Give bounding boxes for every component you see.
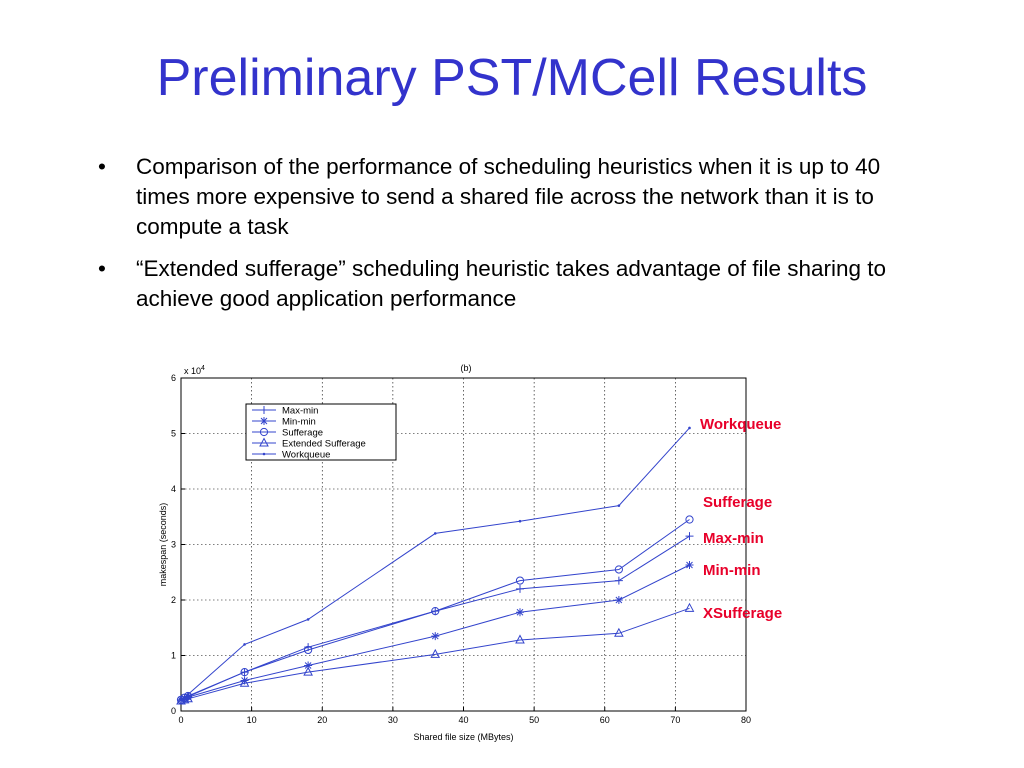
y-tick-label: 0 — [170, 706, 176, 716]
series-annotations — [700, 416, 782, 622]
star-marker — [431, 632, 439, 640]
dot-marker — [263, 453, 266, 456]
legend-label: Workqueue — [282, 449, 331, 461]
series-extended-sufferage — [177, 604, 694, 704]
series-lines — [177, 427, 694, 704]
y-tick-label: 1 — [170, 650, 176, 661]
series-min-min — [177, 561, 694, 704]
annotation-sufferage: Sufferage — [703, 494, 773, 511]
star-marker — [615, 596, 623, 604]
bullet-icon: • — [98, 154, 106, 179]
dot-marker — [519, 520, 522, 523]
y-tick-label: 3 — [170, 539, 176, 550]
series-line — [181, 608, 690, 701]
x-tick-label: 50 — [529, 715, 540, 725]
series-line — [181, 536, 690, 700]
annotation-min-min: Min-min — [703, 562, 761, 579]
series-workqueue — [180, 427, 691, 702]
annotation-workqueue: Workqueue — [700, 416, 782, 433]
y-tick-label: 6 — [170, 373, 176, 383]
annotation-xsufferage: XSufferage — [703, 605, 783, 622]
chart-title: (b) — [460, 363, 472, 373]
legend-label: Min-min — [282, 416, 316, 428]
x-tick-label: 10 — [246, 715, 257, 725]
x-tick-label: 40 — [458, 715, 469, 725]
dot-marker — [434, 532, 437, 535]
x-tick-label: 30 — [387, 715, 398, 725]
series-line — [181, 428, 690, 700]
x-tick-label: 70 — [670, 715, 681, 725]
triangle-marker — [516, 635, 524, 643]
annotation-max-min: Max-min — [703, 530, 764, 547]
dot-marker — [307, 618, 310, 621]
bullet-icon: • — [98, 256, 106, 281]
dot-marker — [187, 693, 190, 696]
dot-marker — [183, 696, 186, 699]
chart-legend — [246, 404, 396, 461]
dot-marker — [618, 504, 621, 507]
star-marker — [516, 608, 524, 616]
legend-label: Sufferage — [282, 427, 324, 439]
slide-title: Preliminary PST/MCell Results — [156, 49, 868, 107]
x-tick-label: 60 — [599, 715, 610, 725]
star-marker — [260, 417, 268, 425]
bullet-text: “Extended sufferage” scheduling heuristic takes advantage of file sharing to achieve good application performance — [136, 256, 887, 311]
plus-marker — [615, 577, 623, 585]
plus-marker — [516, 585, 524, 593]
y-tick-label: 2 — [170, 595, 176, 605]
x-axis-label: Shared file size (MBytes) — [413, 732, 514, 742]
legend-label: Max-min — [282, 405, 319, 417]
y-tick-label: 5 — [170, 428, 176, 439]
dot-marker — [180, 699, 183, 702]
triangle-marker — [686, 604, 694, 612]
dot-marker — [243, 643, 246, 646]
y-tick-label: 4 — [170, 484, 176, 494]
x-tick-label: 0 — [178, 715, 184, 725]
bullet-text: Comparison of the performance of scheduling heuristics when it is up to 40 times more expensive to send a shared file across the network than it is to compute a task — [136, 154, 881, 239]
dot-marker — [688, 427, 691, 430]
star-marker — [686, 561, 694, 569]
y-axis-label: makespan (seconds) — [158, 502, 168, 587]
x-tick-label: 80 — [740, 715, 752, 725]
legend-label: Extended Sufferage — [282, 438, 366, 450]
y-multiplier-label: x $10^4$ — [184, 365, 205, 376]
plus-marker — [686, 532, 694, 540]
x-tick-label: 20 — [317, 715, 328, 725]
